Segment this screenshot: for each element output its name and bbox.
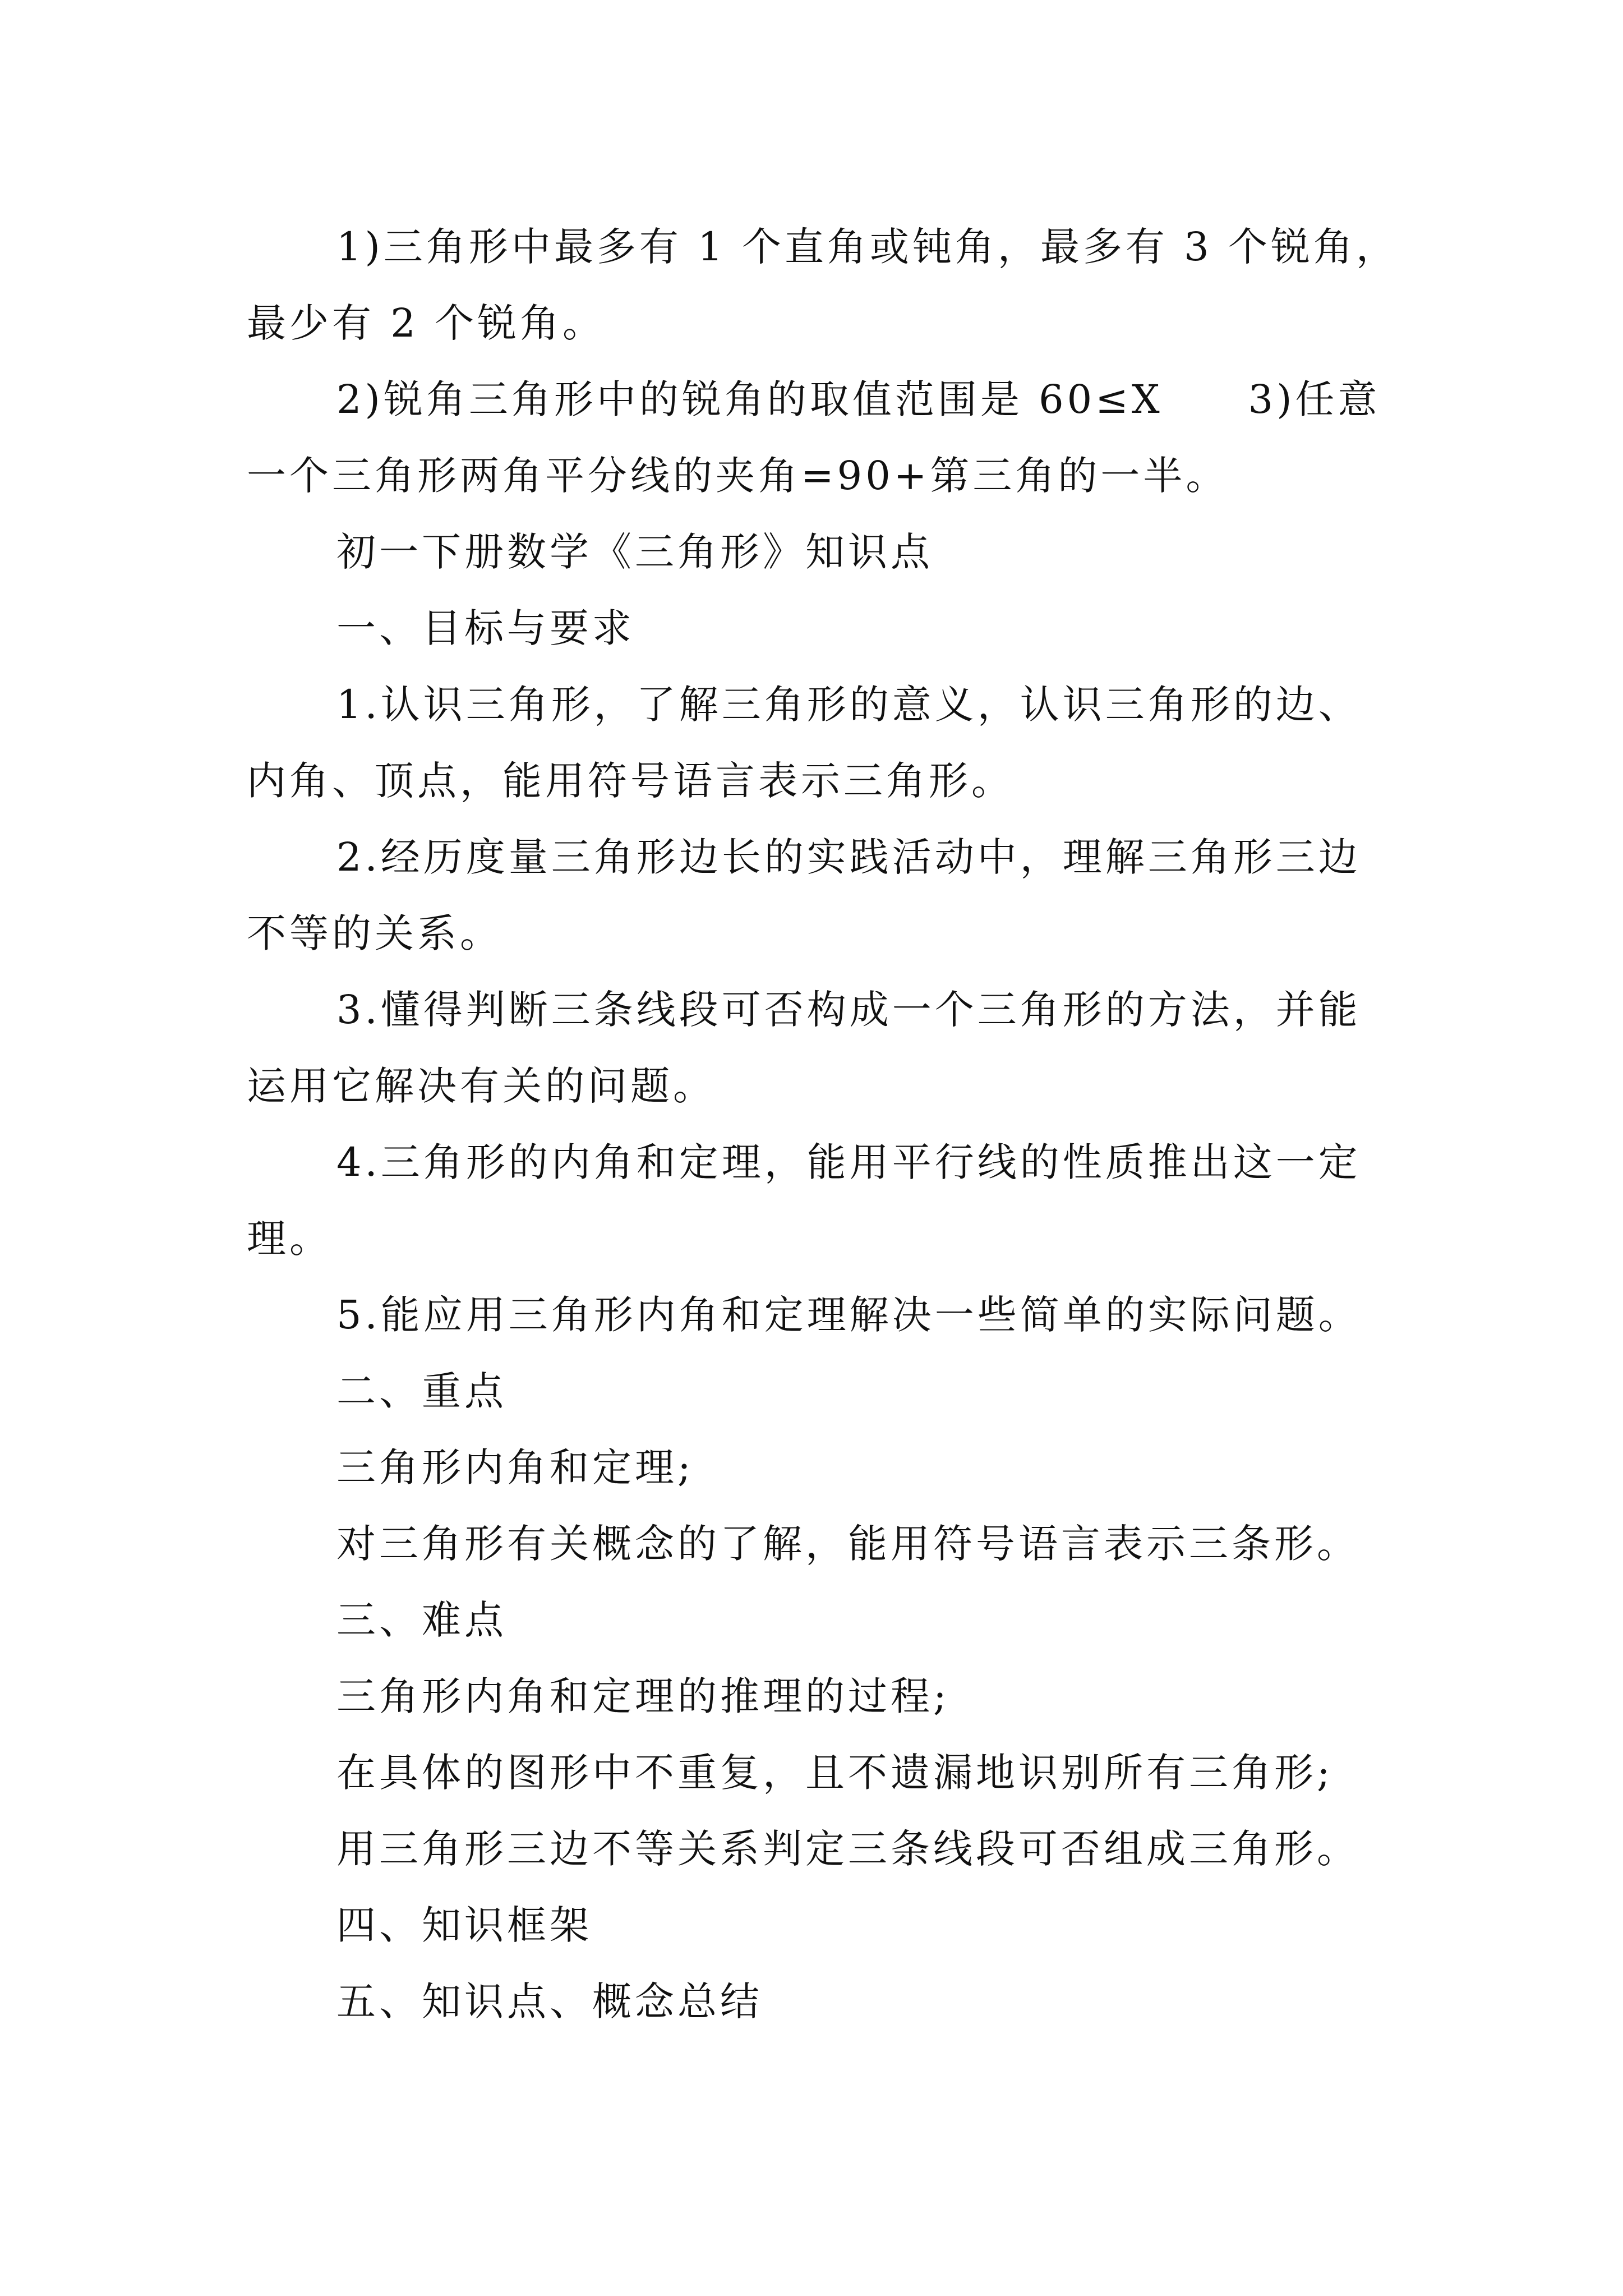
section-title: 初一下册数学《三角形》知识点 xyxy=(336,529,933,575)
heading-difficulties: 三、难点 xyxy=(336,1597,507,1643)
goal-item-5: 5.能应用三角形内角和定理解决一些简单的实际问题。 xyxy=(336,1292,1361,1338)
difficulty-3: 用三角形三边不等关系判定三条线段可否组成三角形。 xyxy=(336,1826,1359,1872)
heading-key-points: 二、重点 xyxy=(336,1368,507,1414)
goal-item-4: 4.三角形的内角和定理，能用平行线的性质推出这一定理。 xyxy=(247,1139,1361,1262)
key-point-1: 三角形内角和定理; xyxy=(336,1444,694,1490)
difficulty-1: 三角形内角和定理的推理的过程; xyxy=(336,1673,950,1719)
heading-goals: 一、目标与要求 xyxy=(336,605,635,651)
goal-item-1: 1.认识三角形，了解三角形的意义，认识三角形的边、内角、顶点，能用符号语言表示三角形。 xyxy=(247,682,1361,804)
paragraph-triangle-angle-facts: 1)三角形中最多有 1 个直角或钝角，最多有 3 个锐角，最少有 2 个锐角。 xyxy=(247,224,1399,346)
goal-item-3: 3.懂得判断三条线段可否构成一个三角形的方法，并能运用它解决有关的问题。 xyxy=(247,987,1361,1109)
difficulty-2: 在具体的图形中不重复，且不遗漏地识别所有三角形; xyxy=(336,1750,1334,1796)
paragraph-acute-angle-range: 2)锐角三角形中的锐角的取值范围是 60≤X 3)任意一个三角形两角平分线的夹角=90+第三角的一半。 xyxy=(247,376,1381,499)
document-body xyxy=(247,209,1402,2040)
goal-item-2: 2.经历度量三角形边长的实践活动中，理解三角形三边不等的关系。 xyxy=(247,834,1361,956)
heading-concept-summary: 五、知识点、概念总结 xyxy=(336,1978,763,2024)
key-point-2: 对三角形有关概念的了解，能用符号语言表示三条形。 xyxy=(336,1521,1359,1567)
heading-knowledge-framework: 四、知识框架 xyxy=(336,1902,592,1948)
